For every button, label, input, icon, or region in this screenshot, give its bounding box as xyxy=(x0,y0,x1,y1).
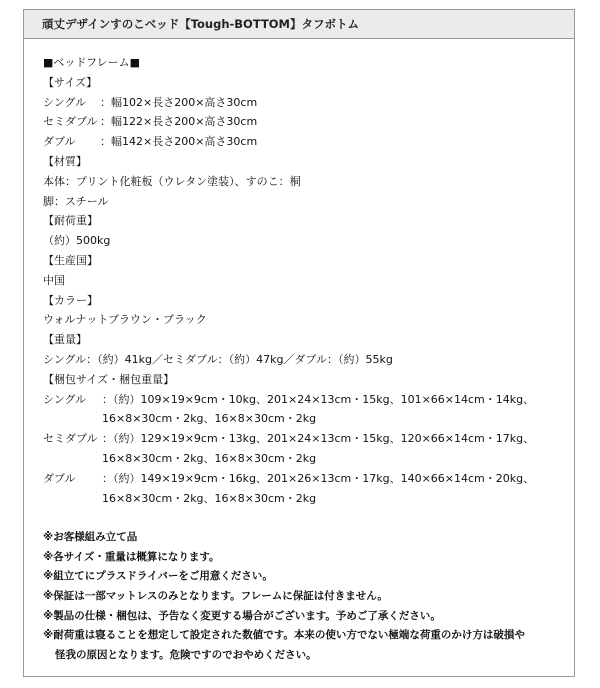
spacer xyxy=(43,508,574,528)
size-label: ダブル xyxy=(43,135,76,149)
origin-value: 中国 xyxy=(43,273,65,287)
bed-frame-heading: ■ベッドフレーム■ xyxy=(43,56,141,69)
package-row xyxy=(43,429,574,449)
note-item: ※お客様組み立て品 xyxy=(43,531,138,544)
color-value: ウォルナットブラウン・ブラック xyxy=(43,313,207,327)
origin-heading: 【生産国】 xyxy=(43,253,98,267)
package-value-continued: 16×8×30cm・2kg、16×8×30cm・2kg xyxy=(102,491,317,505)
package-value: ：（約）109×19×9cm・10kg、201×24×13cm・15kg、101×66×14cm・14kg、 xyxy=(102,392,535,406)
size-row xyxy=(43,93,574,113)
material-line: 本体：プリント化粧板（ウレタン塗装）、すのこ：桐 xyxy=(43,174,301,188)
size-label: セミダブル xyxy=(43,115,98,129)
weight-value: シングル：（約）41kg／セミダブル：（約）47kg／ダブル：（約）55kg xyxy=(43,352,393,366)
load-value: （約）500kg xyxy=(43,234,111,248)
panel-header xyxy=(24,10,574,39)
material-line: 脚：スチール xyxy=(43,194,109,208)
material-heading: 【材質】 xyxy=(43,154,87,168)
product-title: 頑丈デザインすのこベッド【Tough-BOTTOM】タフボトム xyxy=(42,17,360,31)
size-row xyxy=(43,112,574,132)
spec-body xyxy=(24,39,574,665)
note-item: ※耐荷重は寝ることを想定して設定された数値です。本来の使い方でない極端な荷重のかけ方は破損や xyxy=(43,629,525,642)
size-value: ：幅142×長さ200×高さ30cm xyxy=(100,135,258,149)
load-heading: 【耐荷重】 xyxy=(43,214,98,228)
note-item: ※各サイズ・重量は概算になります。 xyxy=(43,550,220,563)
package-value: ：（約）129×19×9cm・13kg、201×24×13cm・15kg、120×66×14cm・17kg、 xyxy=(102,432,535,446)
note-continuation: 怪我の原因となります。危険ですのでおやめください。 xyxy=(55,648,317,661)
weight-heading: 【重量】 xyxy=(43,333,87,347)
spec-panel xyxy=(23,9,575,677)
package-row xyxy=(43,469,574,489)
size-heading: 【サイズ】 xyxy=(43,75,98,89)
note-item: ※保証は一部マットレスのみとなります。フレームに保証は付きません。 xyxy=(43,589,388,602)
package-label: セミダブル xyxy=(43,432,98,446)
note-item: ※製品の仕様・梱包は、予告なく変更する場合がございます。予めご了承ください。 xyxy=(43,609,441,622)
package-value-continued: 16×8×30cm・2kg、16×8×30cm・2kg xyxy=(102,412,317,426)
package-value-continued: 16×8×30cm・2kg、16×8×30cm・2kg xyxy=(102,451,317,465)
color-heading: 【カラー】 xyxy=(43,293,98,307)
note-item: ※組立てにプラスドライバーをご用意ください。 xyxy=(43,570,273,583)
package-row xyxy=(43,390,574,410)
package-label: ダブル xyxy=(43,471,76,485)
package-heading: 【梱包サイズ・梱包重量】 xyxy=(43,372,175,386)
size-label: シングル xyxy=(43,95,87,109)
package-value: ：（約）149×19×9cm・16kg、201×26×13cm・17kg、140×66×14cm・20kg、 xyxy=(102,471,535,485)
size-value: ：幅122×長さ200×高さ30cm xyxy=(100,115,258,129)
size-row xyxy=(43,132,574,152)
size-value: ：幅102×長さ200×高さ30cm xyxy=(100,95,258,109)
package-label: シングル xyxy=(43,392,87,406)
